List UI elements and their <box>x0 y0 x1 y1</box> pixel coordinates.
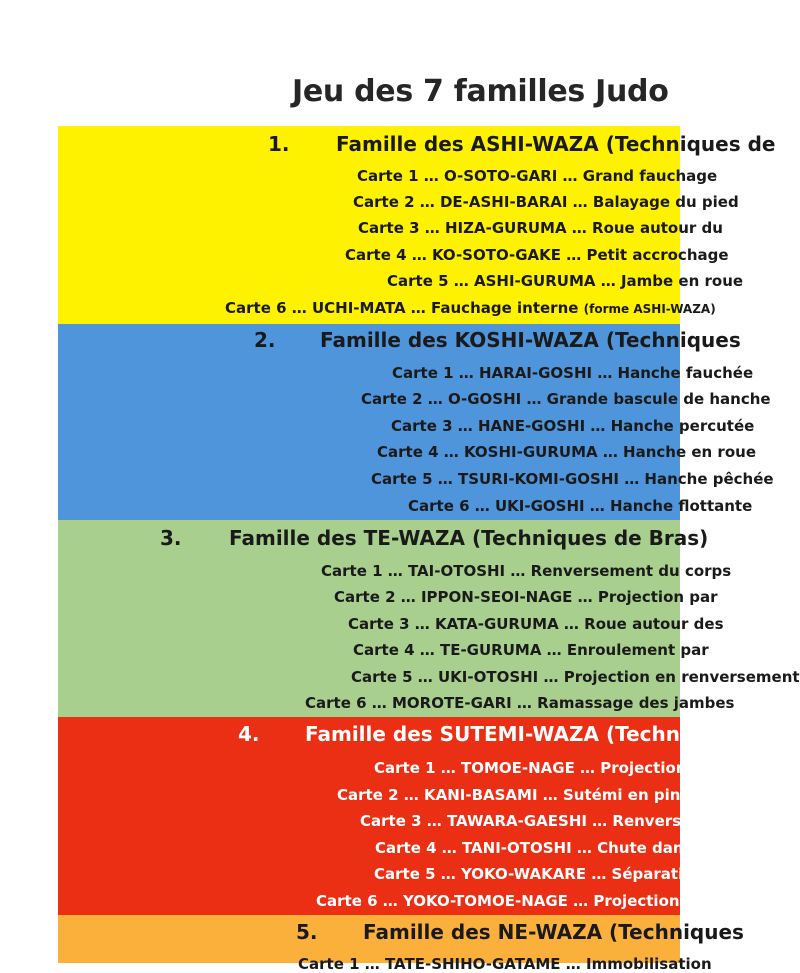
family-number: 5. <box>296 920 318 944</box>
card-row: Carte 6 … YOKO-TOMOE-NAGE … Projection en <box>316 892 706 910</box>
family-ashi-waza <box>58 126 776 324</box>
card-row: Carte 5 … ASHI-GURUMA … Jambe en roue <box>387 272 744 290</box>
card-row: Carte 5 … TSURI-KOMI-GOSHI … Hanche pêchée <box>371 470 774 488</box>
card-text: Carte 6 … UCHI-MATA … Fauchage interne <box>225 299 579 317</box>
family-heading: Famille des NE-WAZA (Techniques <box>363 920 744 944</box>
card-row: Carte 1 … HARAI-GOSHI … Hanche fauchée <box>392 364 754 382</box>
card-row: Carte 4 … TANI-OTOSHI … Chute dans la <box>375 839 714 857</box>
card-note: (forme ASHI-WAZA) <box>583 302 716 316</box>
card-row: Carte 2 … KANI-BASAMI … Sutémi en pince <box>337 786 700 804</box>
card-row: Carte 3 … HIZA-GURUMA … Roue autour du <box>358 219 723 237</box>
card-row: Carte 1 … TATE-SHIHO-GATAME … Immobilisation <box>298 955 712 973</box>
family-heading: Famille des TE-WAZA (Techniques de Bras) <box>229 526 709 550</box>
card-row: Carte 3 … KATA-GURUMA … Roue autour des <box>348 615 724 633</box>
family-koshi-waza <box>58 324 774 520</box>
card-row: Carte 2 … IPPON-SEOI-NAGE … Projection par <box>334 588 718 606</box>
card-row <box>225 299 716 317</box>
family-heading: Famille des SUTEMI-WAZA (Techniques <box>305 722 741 746</box>
family-ne-waza <box>58 915 744 973</box>
card-row: Carte 5 … YOKO-WAKARE … Séparation <box>374 865 705 883</box>
family-number: 1. <box>268 132 290 156</box>
card-row: Carte 2 … O-GOSHI … Grande bascule de hanche <box>361 390 771 408</box>
card-row: Carte 4 … TE-GURUMA … Enroulement par <box>353 641 709 659</box>
family-sutemi-waza <box>58 717 741 915</box>
card-row: Carte 6 … MOROTE-GARI … Ramassage des jambes <box>305 694 735 712</box>
family-number: 2. <box>254 328 276 352</box>
card-row: Carte 1 … TOMOE-NAGE … Projection en <box>374 759 713 777</box>
family-heading: Famille des ASHI-WAZA (Techniques de <box>336 132 776 156</box>
card-row: Carte 1 … TAI-OTOSHI … Renversement du corps <box>321 562 732 580</box>
card-row: Carte 6 … UKI-GOSHI … Hanche flottante <box>408 497 753 515</box>
page-title: Jeu des 7 familles Judo <box>292 74 669 109</box>
family-number: 3. <box>160 526 182 550</box>
card-row: Carte 4 … KO-SOTO-GAKE … Petit accrochage <box>345 246 729 264</box>
family-te-waza <box>58 520 800 717</box>
card-row: Carte 5 … UKI-OTOSHI … Projection en renversement <box>351 668 800 686</box>
card-row: Carte 1 … O-SOTO-GARI … Grand fauchage <box>357 167 718 185</box>
card-row: Carte 3 … HANE-GOSHI … Hanche percutée <box>391 417 755 435</box>
family-heading: Famille des KOSHI-WAZA (Techniques <box>320 328 741 352</box>
family-number: 4. <box>238 722 260 746</box>
card-row: Carte 2 … DE-ASHI-BARAI … Balayage du pied <box>353 193 739 211</box>
card-row: Carte 3 … TAWARA-GAESHI … Renversement <box>360 812 735 830</box>
card-row: Carte 4 … KOSHI-GURUMA … Hanche en roue <box>377 443 756 461</box>
